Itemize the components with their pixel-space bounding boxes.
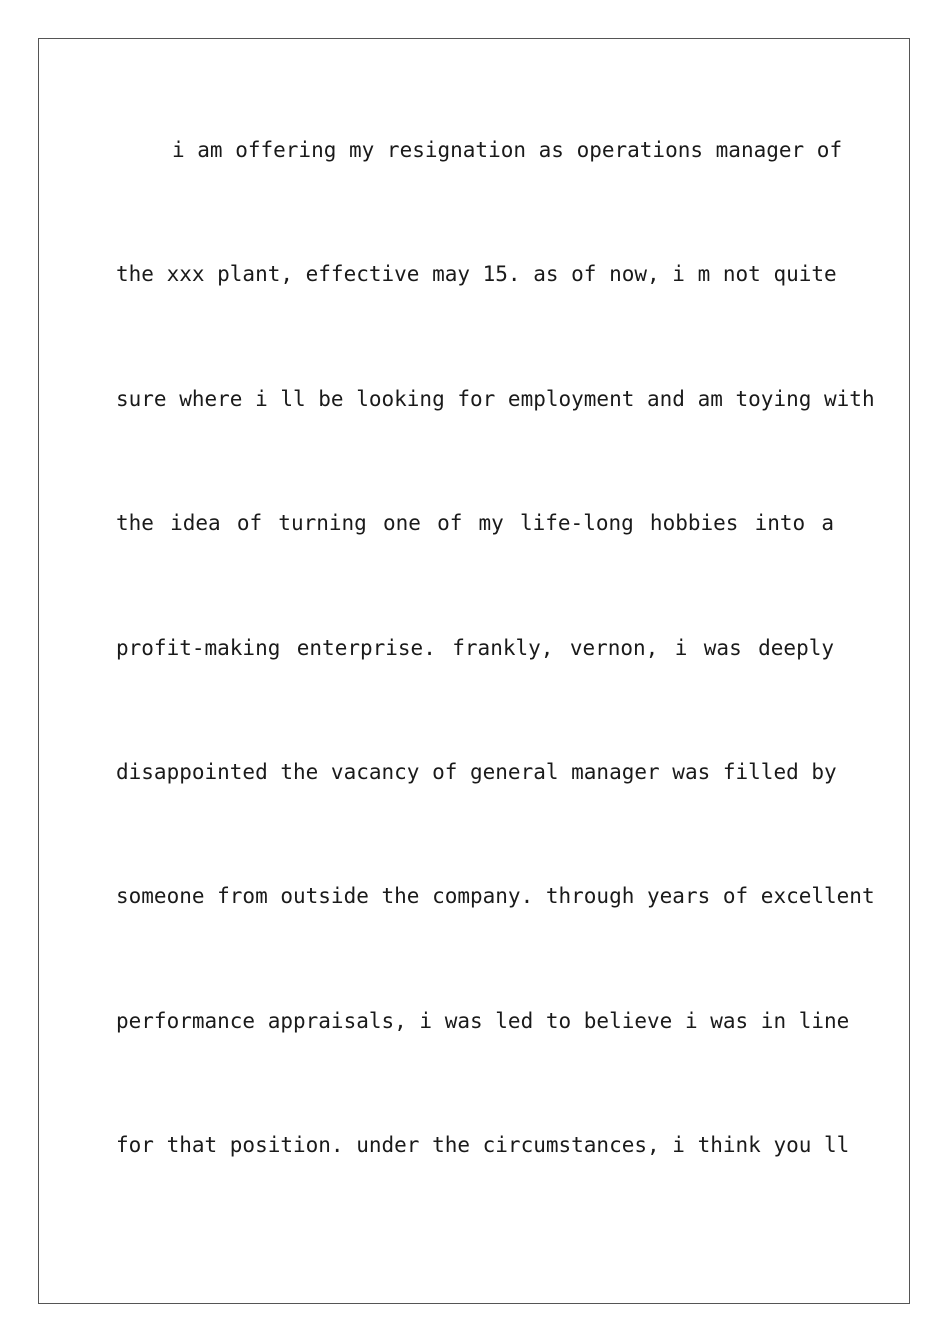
text-line-5: profit-making enterprise. frankly, vernon, i was deeply bbox=[116, 635, 834, 660]
text-line-6: disappointed the vacancy of general manager was filled by bbox=[116, 759, 837, 784]
text-line-3: sure where i ll be looking for employment and am toying with bbox=[116, 386, 875, 411]
text-line-2: the xxx plant, effective may 15. as of now, i m not quite bbox=[116, 262, 837, 287]
letter-body bbox=[116, 124, 875, 1244]
text-line-4: the idea of turning one of my life-long hobbies into a bbox=[116, 511, 834, 536]
text-line-1: i am offering my resignation as operations manager of bbox=[172, 138, 843, 162]
text-line-8: performance appraisals, i was led to believe i was in line bbox=[116, 1008, 850, 1033]
text-line-9: for that position. under the circumstances, i think you ll bbox=[116, 1133, 850, 1158]
text-line-7: someone from outside the company. through years of excellent bbox=[116, 884, 875, 909]
